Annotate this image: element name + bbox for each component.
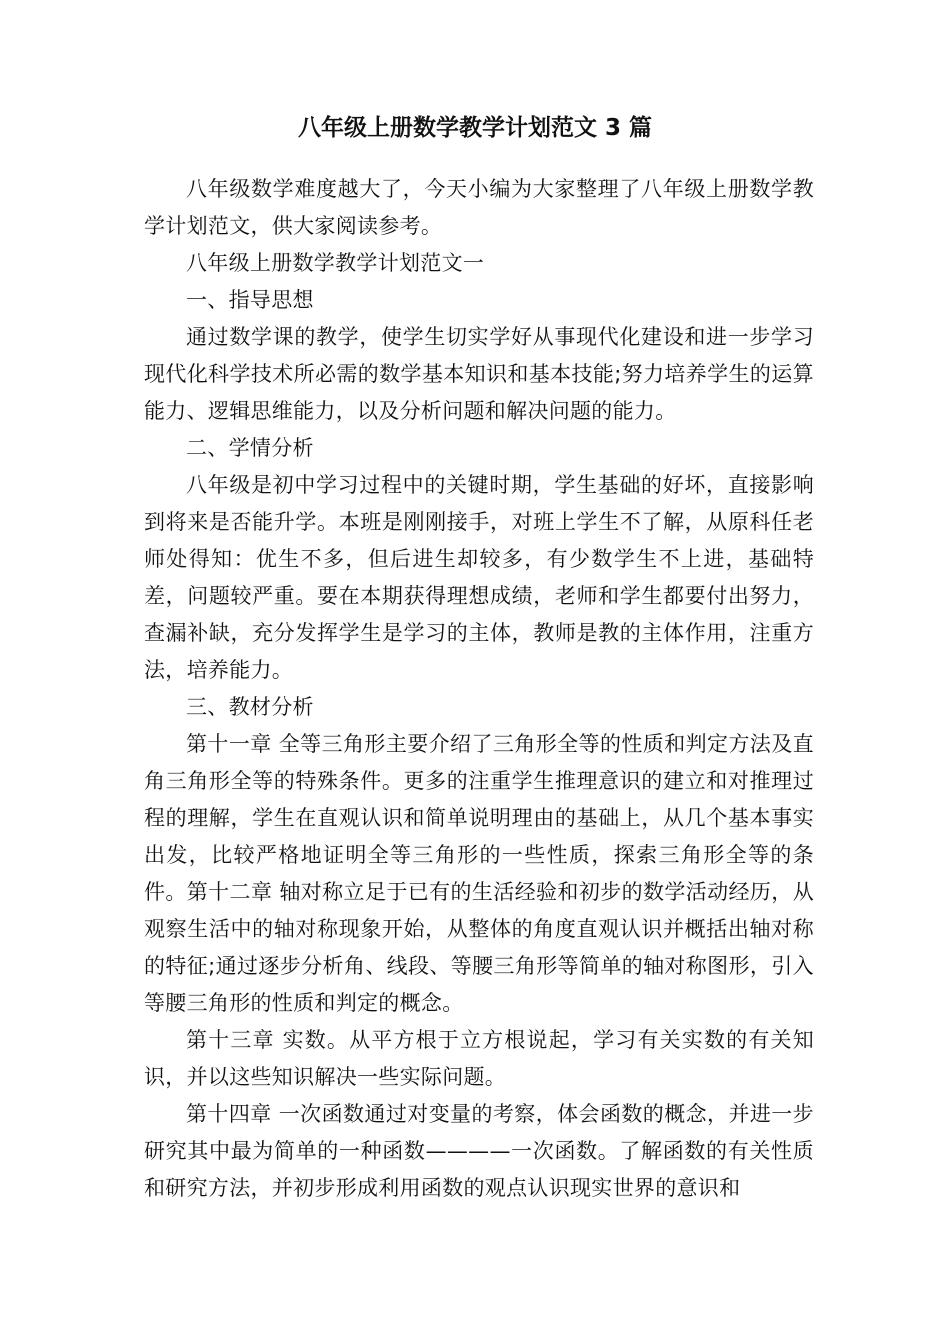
heading-guiding-thought: 一、指导思想 xyxy=(186,288,314,312)
guiding-thought-paragraph: 通过数学课的教学，使学生切实学好从事现代化建设和进一步学习现代化科学技术所必需的数学基本知识和基本技能;努力培养学生的运算能力、逻辑思维能力，以及分析问题和解决问题的能力。 xyxy=(144,325,814,423)
intro-paragraph: 八年级数学难度越大了，今天小编为大家整理了八年级上册数学教学计划范文，供大家阅读参考。 xyxy=(144,177,814,238)
chapter-11-12-paragraph: 第十一章 全等三角形主要介绍了三角形全等的性质和判定方法及直角三角形全等的特殊条件。更多的注重学生推理意识的建立和对推理过程的理解，学生在直观认识和简单说明理由的基础上，从几个基本事实出发，比较严格地证明全等三角形的一些性质，探索三角形全等的条件。第十二章 轴对称立足于已有的生活经验和初步的数学活动经历，从观察生活中的轴对称现象开始，从整体的角度直观认识并概括出轴对称的特征;通过逐步分析角、线段、等腰三角形等简单的轴对称图形，引入等腰三角形的性质和判定的概念。 xyxy=(144,732,814,1015)
chapter-13-paragraph: 第十三章 实数。从平方根于立方根说起，学习有关实数的有关知识，并以这些知识解决一些实际问题。 xyxy=(144,1028,814,1089)
chapter-14-paragraph: 第十四章 一次函数通过对变量的考察，体会函数的概念，并进一步研究其中最为简单的一种函数————一次函数。了解函数的有关性质和研究方法，并初步形成利用函数的观点认识现实世界的意识和 xyxy=(144,1102,814,1200)
heading-student-analysis: 二、学情分析 xyxy=(186,436,314,460)
section-subtitle: 八年级上册数学教学计划范文一 xyxy=(186,251,485,275)
student-analysis-paragraph: 八年级是初中学习过程中的关键时期，学生基础的好坏，直接影响到将来是否能升学。本班是刚刚接手，对班上学生不了解，从原科任老师处得知：优生不多，但后进生却较多，有少数学生不上进，基础特差，问题较严重。要在本期获得理想成绩，老师和学生都要付出努力，查漏补缺，充分发挥学生是学习的主体，教师是教的主体作用，注重方法，培养能力。 xyxy=(144,473,814,682)
document-body xyxy=(144,171,814,1207)
heading-textbook-analysis: 三、教材分析 xyxy=(186,695,314,719)
document-title: 八年级上册数学教学计划范文 3 篇 xyxy=(297,115,653,141)
